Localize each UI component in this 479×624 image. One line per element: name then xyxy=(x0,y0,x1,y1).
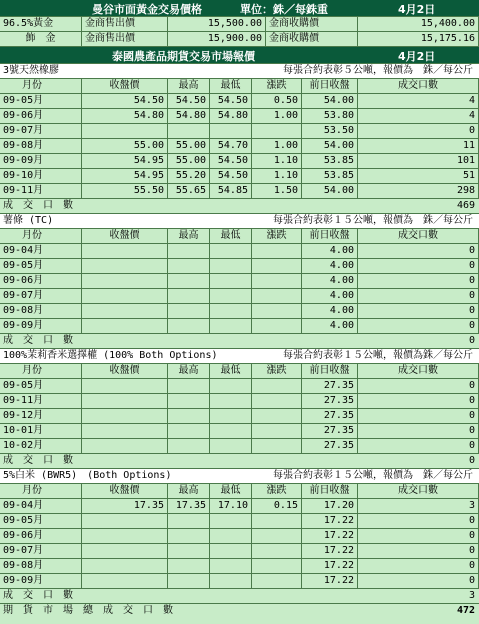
cell-low xyxy=(210,544,252,558)
cell-close xyxy=(82,289,168,303)
cell-low xyxy=(210,319,252,333)
cell-high xyxy=(168,424,210,438)
cell-prev-close: 27.35 xyxy=(302,409,358,423)
section-name: 薯條 (TC) xyxy=(3,215,54,226)
cell-low xyxy=(210,529,252,543)
cell-volume: 0 xyxy=(358,424,479,438)
cell-month: 09-06月 xyxy=(0,109,82,123)
cell-low xyxy=(210,559,252,573)
section-total-label: 成 交 口 數 xyxy=(3,590,73,601)
cell-prev-close: 4.00 xyxy=(302,289,358,303)
cell-high: 55.00 xyxy=(168,154,210,168)
cell-high xyxy=(168,304,210,318)
cell-change xyxy=(252,574,302,588)
cell-change xyxy=(252,529,302,543)
cell-volume: 0 xyxy=(358,304,479,318)
cell-month: 09-04月 xyxy=(0,244,82,258)
cell-volume: 0 xyxy=(358,379,479,393)
cell-low: 54.50 xyxy=(210,169,252,183)
table-row xyxy=(0,274,479,289)
cell-low xyxy=(210,439,252,453)
table-row xyxy=(0,94,479,109)
cell-prev-close: 54.00 xyxy=(302,94,358,108)
cell-prev-close: 53.85 xyxy=(302,169,358,183)
gold-row xyxy=(0,17,479,32)
column-header-prev-close: 前日收盤 xyxy=(302,484,358,498)
table-row xyxy=(0,124,479,139)
section-header xyxy=(0,64,479,79)
table-row xyxy=(0,139,479,154)
grand-total-label: 期 貨 市 場 總 成 交 口 數 xyxy=(3,605,173,616)
cell-volume: 0 xyxy=(358,544,479,558)
column-header-high: 最高 xyxy=(168,79,210,93)
cell-close xyxy=(82,409,168,423)
column-header-change: 漲跌 xyxy=(252,229,302,243)
column-header-prev-close: 前日收盤 xyxy=(302,229,358,243)
cell-change xyxy=(252,394,302,408)
cell-volume: 0 xyxy=(358,559,479,573)
table-row xyxy=(0,499,479,514)
cell-month: 09-09月 xyxy=(0,574,82,588)
cell-low xyxy=(210,574,252,588)
cell-high xyxy=(168,439,210,453)
cell-volume: 11 xyxy=(358,139,479,153)
cell-high xyxy=(168,514,210,528)
cell-high xyxy=(168,244,210,258)
cell-low xyxy=(210,424,252,438)
cell-volume: 0 xyxy=(358,274,479,288)
cell-low: 54.80 xyxy=(210,109,252,123)
cell-high xyxy=(168,574,210,588)
cell-month: 09-04月 xyxy=(0,499,82,513)
cell-close xyxy=(82,439,168,453)
cell-high: 55.65 xyxy=(168,184,210,198)
column-header-close: 收盤價 xyxy=(82,364,168,378)
cell-close xyxy=(82,259,168,273)
cell-high xyxy=(168,289,210,303)
cell-volume: 0 xyxy=(358,409,479,423)
cell-low xyxy=(210,259,252,273)
column-header-row xyxy=(0,79,479,94)
cell-high: 54.50 xyxy=(168,94,210,108)
cell-prev-close: 17.22 xyxy=(302,514,358,528)
cell-close: 54.50 xyxy=(82,94,168,108)
cell-month: 10-02月 xyxy=(0,439,82,453)
cell-low: 54.85 xyxy=(210,184,252,198)
cell-prev-close: 4.00 xyxy=(302,274,358,288)
column-header-low: 最低 xyxy=(210,229,252,243)
cell-close xyxy=(82,424,168,438)
column-header-low: 最低 xyxy=(210,364,252,378)
cell-prev-close: 17.22 xyxy=(302,544,358,558)
column-header-month: 月份 xyxy=(0,79,82,93)
cell-change xyxy=(252,424,302,438)
cell-high xyxy=(168,544,210,558)
table-row xyxy=(0,379,479,394)
cell-high: 17.35 xyxy=(168,499,210,513)
gold-date: 4月2日 xyxy=(398,3,436,16)
section-name: 100%茉莉香米選擇權 (100% Both Options) xyxy=(3,350,218,361)
cell-prev-close: 53.80 xyxy=(302,109,358,123)
cell-close xyxy=(82,274,168,288)
cell-month: 10-01月 xyxy=(0,424,82,438)
cell-high xyxy=(168,394,210,408)
cell-low xyxy=(210,289,252,303)
section-name: 5%白米 (BWR5) (Both Options) xyxy=(3,470,172,481)
cell-month: 09-10月 xyxy=(0,169,82,183)
table-row xyxy=(0,574,479,589)
section-note: 每張合約表彰５公噸，報價為 銖／每公斤 xyxy=(283,65,473,76)
table-row xyxy=(0,529,479,544)
cell-change: 1.10 xyxy=(252,154,302,168)
cell-volume: 0 xyxy=(358,574,479,588)
section-total-label: 成 交 口 數 xyxy=(3,455,73,466)
table-row xyxy=(0,544,479,559)
gold-type: 飾 金 xyxy=(0,32,82,46)
column-header-change: 漲跌 xyxy=(252,364,302,378)
column-header-low: 最低 xyxy=(210,484,252,498)
cell-close xyxy=(82,319,168,333)
cell-volume: 4 xyxy=(358,94,479,108)
cell-change xyxy=(252,409,302,423)
cell-close: 54.95 xyxy=(82,169,168,183)
column-header-row xyxy=(0,229,479,244)
gold-buy-price: 15,175.16 xyxy=(358,32,479,46)
cell-change: 1.10 xyxy=(252,169,302,183)
cell-close: 55.50 xyxy=(82,184,168,198)
table-row xyxy=(0,409,479,424)
section-name: 3號天然橡膠 xyxy=(3,65,60,76)
cell-volume: 298 xyxy=(358,184,479,198)
gold-sell-label: 金商售出價 xyxy=(82,32,168,46)
cell-month: 09-07月 xyxy=(0,544,82,558)
cell-close: 55.00 xyxy=(82,139,168,153)
cell-high xyxy=(168,259,210,273)
table-row xyxy=(0,424,479,439)
table-row xyxy=(0,394,479,409)
cell-volume: 0 xyxy=(358,244,479,258)
cell-prev-close: 17.22 xyxy=(302,559,358,573)
futures-date: 4月2日 xyxy=(398,50,436,63)
cell-close xyxy=(82,544,168,558)
column-header-month: 月份 xyxy=(0,364,82,378)
cell-close xyxy=(82,514,168,528)
cell-volume: 0 xyxy=(358,529,479,543)
cell-low: 54.50 xyxy=(210,154,252,168)
cell-low xyxy=(210,379,252,393)
cell-high: 54.80 xyxy=(168,109,210,123)
gold-unit: 單位：銖／每銖重 xyxy=(240,3,328,16)
gold-sell-label: 金商售出價 xyxy=(82,17,168,31)
cell-prev-close: 4.00 xyxy=(302,319,358,333)
gold-type: 96.5%黃金 xyxy=(0,17,82,31)
column-header-low: 最低 xyxy=(210,79,252,93)
cell-change: 0.15 xyxy=(252,499,302,513)
cell-month: 09-05月 xyxy=(0,94,82,108)
cell-change xyxy=(252,544,302,558)
cell-close xyxy=(82,529,168,543)
section-total-row xyxy=(0,454,479,469)
table-row xyxy=(0,289,479,304)
cell-prev-close: 27.35 xyxy=(302,424,358,438)
cell-volume: 0 xyxy=(358,514,479,528)
gold-sell-price: 15,900.00 xyxy=(168,32,266,46)
cell-month: 09-12月 xyxy=(0,409,82,423)
table-row xyxy=(0,259,479,274)
column-header-volume: 成交口數 xyxy=(358,484,479,498)
cell-change xyxy=(252,244,302,258)
section-total-value: 469 xyxy=(456,200,475,211)
section-total-value: 3 xyxy=(468,590,475,601)
cell-change xyxy=(252,289,302,303)
table-row xyxy=(0,244,479,259)
cell-low xyxy=(210,244,252,258)
cell-close xyxy=(82,244,168,258)
cell-volume: 0 xyxy=(358,439,479,453)
column-header-close: 收盤價 xyxy=(82,484,168,498)
column-header-prev-close: 前日收盤 xyxy=(302,79,358,93)
cell-low xyxy=(210,124,252,138)
cell-high xyxy=(168,379,210,393)
section-total-value: 0 xyxy=(468,335,475,346)
table-row xyxy=(0,109,479,124)
cell-volume: 0 xyxy=(358,289,479,303)
cell-change xyxy=(252,514,302,528)
cell-volume: 0 xyxy=(358,394,479,408)
cell-month: 09-07月 xyxy=(0,289,82,303)
section-header xyxy=(0,469,479,484)
cell-prev-close: 17.20 xyxy=(302,499,358,513)
section-note: 每張合約表彰１５公噸，報價為銖／每公斤 xyxy=(283,350,473,361)
cell-close xyxy=(82,124,168,138)
section-total-value: 0 xyxy=(468,455,475,466)
futures-header xyxy=(0,47,479,64)
cell-month: 09-11月 xyxy=(0,394,82,408)
cell-change: 1.00 xyxy=(252,109,302,123)
cell-month: 09-07月 xyxy=(0,124,82,138)
cell-month: 09-05月 xyxy=(0,514,82,528)
cell-volume: 51 xyxy=(358,169,479,183)
cell-low xyxy=(210,409,252,423)
cell-month: 09-08月 xyxy=(0,139,82,153)
column-header-volume: 成交口數 xyxy=(358,229,479,243)
cell-prev-close: 53.50 xyxy=(302,124,358,138)
cell-prev-close: 54.00 xyxy=(302,184,358,198)
cell-change xyxy=(252,259,302,273)
table-row xyxy=(0,184,479,199)
cell-low: 54.50 xyxy=(210,94,252,108)
cell-close xyxy=(82,559,168,573)
column-header-high: 最高 xyxy=(168,364,210,378)
section-total-label: 成 交 口 數 xyxy=(3,200,73,211)
cell-low xyxy=(210,274,252,288)
cell-prev-close: 54.00 xyxy=(302,139,358,153)
cell-high xyxy=(168,409,210,423)
cell-close xyxy=(82,304,168,318)
cell-volume: 101 xyxy=(358,154,479,168)
column-header-month: 月份 xyxy=(0,484,82,498)
cell-high: 55.00 xyxy=(168,139,210,153)
column-header-month: 月份 xyxy=(0,229,82,243)
cell-high xyxy=(168,559,210,573)
cell-low: 17.10 xyxy=(210,499,252,513)
cell-low xyxy=(210,514,252,528)
column-header-row xyxy=(0,364,479,379)
cell-prev-close: 4.00 xyxy=(302,259,358,273)
column-header-close: 收盤價 xyxy=(82,229,168,243)
cell-close: 54.80 xyxy=(82,109,168,123)
cell-prev-close: 4.00 xyxy=(302,244,358,258)
table-row xyxy=(0,169,479,184)
gold-sell-price: 15,500.00 xyxy=(168,17,266,31)
section-note: 每張合約表彰１５公噸，報價為 銖／每公斤 xyxy=(273,470,473,481)
column-header-high: 最高 xyxy=(168,229,210,243)
cell-close xyxy=(82,379,168,393)
cell-high xyxy=(168,274,210,288)
cell-month: 09-11月 xyxy=(0,184,82,198)
cell-prev-close: 27.35 xyxy=(302,439,358,453)
cell-prev-close: 53.85 xyxy=(302,154,358,168)
futures-sections xyxy=(0,64,479,604)
cell-close xyxy=(82,574,168,588)
cell-change xyxy=(252,559,302,573)
cell-close xyxy=(82,394,168,408)
cell-change xyxy=(252,439,302,453)
column-header-close: 收盤價 xyxy=(82,79,168,93)
section-total-label: 成 交 口 數 xyxy=(3,335,73,346)
table-row xyxy=(0,514,479,529)
cell-change: 1.00 xyxy=(252,139,302,153)
cell-month: 09-08月 xyxy=(0,304,82,318)
section-note: 每張合約表彰１５公噸，報價為 銖／每公斤 xyxy=(273,215,473,226)
gold-buy-price: 15,400.00 xyxy=(358,17,479,31)
column-header-row xyxy=(0,484,479,499)
cell-prev-close: 27.35 xyxy=(302,394,358,408)
cell-change xyxy=(252,319,302,333)
cell-prev-close: 4.00 xyxy=(302,304,358,318)
cell-month: 09-05月 xyxy=(0,379,82,393)
cell-month: 09-09月 xyxy=(0,319,82,333)
gold-row xyxy=(0,32,479,47)
gold-buy-label: 金商收購價 xyxy=(266,32,358,46)
cell-volume: 0 xyxy=(358,319,479,333)
cell-change xyxy=(252,274,302,288)
cell-change xyxy=(252,124,302,138)
column-header-prev-close: 前日收盤 xyxy=(302,364,358,378)
cell-close: 17.35 xyxy=(82,499,168,513)
section-total-row xyxy=(0,589,479,604)
cell-prev-close: 17.22 xyxy=(302,574,358,588)
cell-change xyxy=(252,379,302,393)
cell-change xyxy=(252,304,302,318)
section-total-row xyxy=(0,334,479,349)
cell-volume: 3 xyxy=(358,499,479,513)
cell-prev-close: 17.22 xyxy=(302,529,358,543)
cell-volume: 0 xyxy=(358,124,479,138)
cell-month: 09-08月 xyxy=(0,559,82,573)
column-header-high: 最高 xyxy=(168,484,210,498)
cell-change: 0.50 xyxy=(252,94,302,108)
section-total-row xyxy=(0,199,479,214)
cell-close: 54.95 xyxy=(82,154,168,168)
cell-low xyxy=(210,394,252,408)
table-row xyxy=(0,154,479,169)
cell-volume: 0 xyxy=(358,259,479,273)
cell-change: 1.50 xyxy=(252,184,302,198)
cell-high xyxy=(168,529,210,543)
cell-prev-close: 27.35 xyxy=(302,379,358,393)
column-header-change: 漲跌 xyxy=(252,79,302,93)
table-row xyxy=(0,304,479,319)
column-header-volume: 成交口數 xyxy=(358,364,479,378)
grand-total-row xyxy=(0,604,479,619)
section-header xyxy=(0,214,479,229)
column-header-change: 漲跌 xyxy=(252,484,302,498)
section-header xyxy=(0,349,479,364)
table-row xyxy=(0,319,479,334)
futures-title: 泰國農產品期貨交易市場報價 xyxy=(112,50,255,63)
cell-high: 55.20 xyxy=(168,169,210,183)
table-row xyxy=(0,439,479,454)
cell-volume: 4 xyxy=(358,109,479,123)
cell-high xyxy=(168,319,210,333)
cell-high xyxy=(168,124,210,138)
cell-month: 09-05月 xyxy=(0,259,82,273)
gold-title: 曼谷市面黃金交易價格 xyxy=(92,3,202,16)
cell-low xyxy=(210,304,252,318)
grand-total-value: 472 xyxy=(456,605,475,616)
gold-buy-label: 金商收購價 xyxy=(266,17,358,31)
column-header-volume: 成交口數 xyxy=(358,79,479,93)
cell-month: 09-06月 xyxy=(0,274,82,288)
cell-month: 09-06月 xyxy=(0,529,82,543)
gold-header xyxy=(0,0,479,17)
cell-month: 09-09月 xyxy=(0,154,82,168)
cell-low: 54.70 xyxy=(210,139,252,153)
table-row xyxy=(0,559,479,574)
